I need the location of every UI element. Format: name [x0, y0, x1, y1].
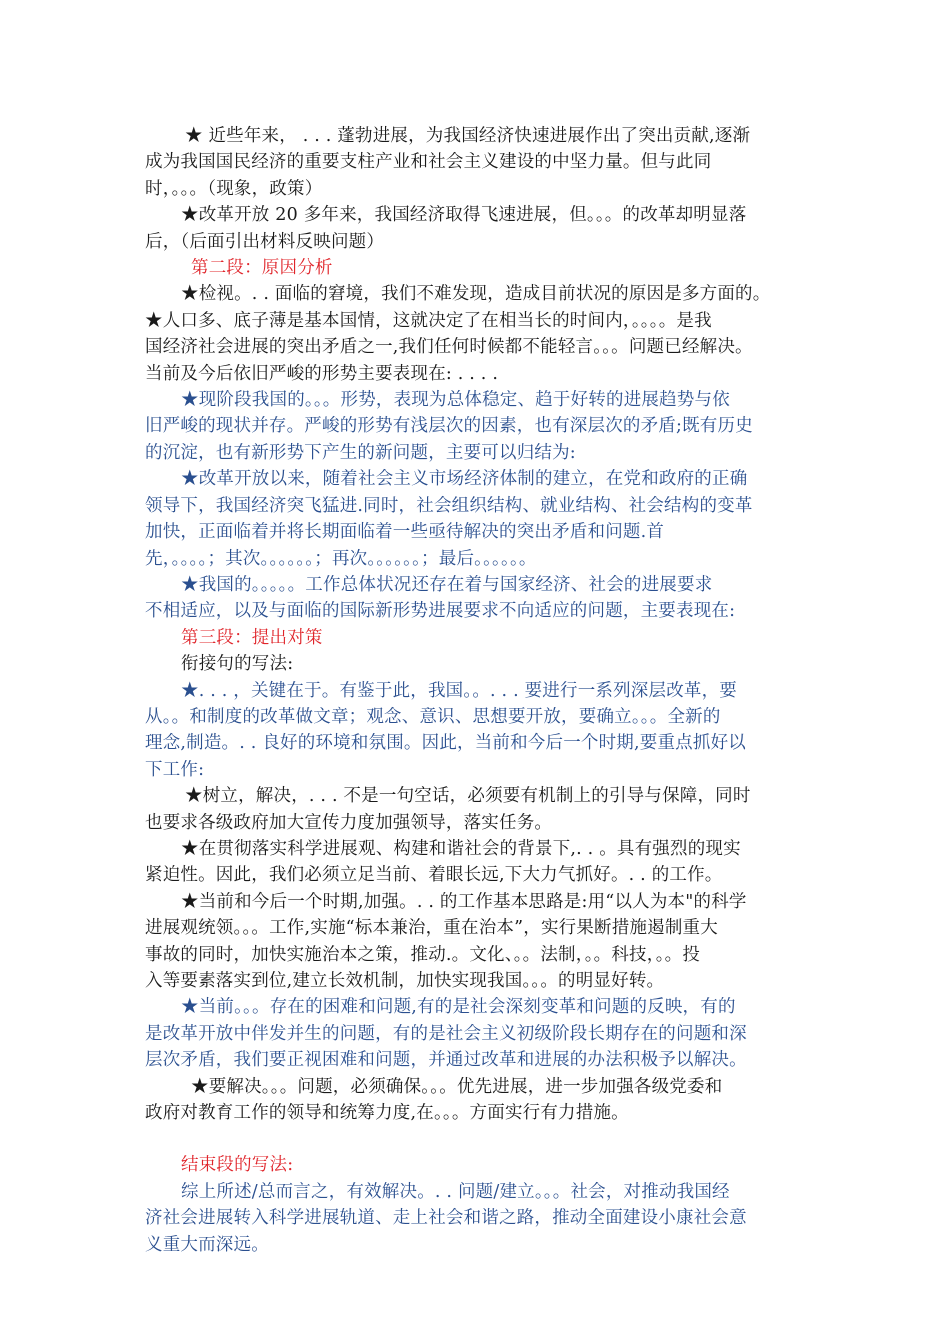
text-line: 进展观统领。。。工作,实施“标本兼治，重在治本”，实行果断措施遏制重大 [145, 918, 718, 939]
text-line: 入等要素落实到位,建立长效机制，加快实现我国。。。的明显好转。 [145, 971, 665, 991]
text-line: 先，。。。。；其次。。。。。。；再次。。。。。。；最后。。。。。。 [145, 548, 537, 569]
text-line: 衔接句的写法: [181, 654, 294, 675]
text-line: 成为我国国民经济的重要支柱产业和社会主义建设的中坚力量。但与此同 [145, 152, 712, 173]
text-line: 事故的同时，加快实施治本之策，推动.。文化、。。法制，。。科技，。。投 [145, 944, 701, 965]
text-line: ★. . . ，关键在于。有鉴于此，我国。。. . . 要进行一系列深层改革，要 [181, 680, 738, 701]
text-line: 济社会进展转入科学进展轨道、走上社会和谐之路，推动全面建设小康社会意 [145, 1208, 747, 1229]
text-line: ★检视。. . 面临的窘境，我们不难发现，造成目前状况的原因是多方面的。 [181, 284, 771, 305]
section-heading: 第二段：原因分析 [191, 258, 333, 279]
text-line: 是改革开放中伴发并生的问题，有的是社会主义初级阶段长期存在的问题和深 [145, 1023, 747, 1044]
paragraph-gap [145, 1126, 815, 1152]
text-line: ★树立，解决，. . . 不是一句空话，必须要有机制上的引导与保障，同时 [185, 786, 751, 807]
section-heading: 结束段的写法: [181, 1155, 294, 1176]
text-line: 综上所述/总而言之，有效解决。. . 问题/建立。。。社会，对推动我国经 [181, 1181, 730, 1202]
text-line: ★改革开放 20 多年来，我国经济取得飞速进展，但。。。的改革却明显落 [181, 205, 747, 226]
text-line: ★当前。。。存在的困难和问题,有的是社会深刻变革和问题的反映，有的 [181, 997, 736, 1018]
text-line: 不相适应，以及与面临的国际新形势进展要求不向适应的问题，主要表现在: [145, 601, 736, 622]
text-line: 后，（后面引出材料反映问题） [145, 231, 385, 252]
text-line: 旧严峻的现状并存。严峻的形势有浅层次的因素，也有深层次的矛盾;既有历史 [145, 416, 753, 437]
text-line: 的沉淀，也有新形势下产生的新问题，主要可以归结为: [145, 442, 576, 463]
section-heading: 第三段：提出对策 [181, 627, 323, 648]
text-line: ★ 近些年来， . . . 蓬勃进展，为我国经济快速进展作出了突出贡献,逐渐 [185, 126, 751, 146]
text-line: 下工作: [145, 759, 205, 780]
text-line: 也要求各级政府加大宣传力度加强领导，落实任务。 [145, 812, 553, 833]
text-line: 政府对教育工作的领导和统筹力度,在。。。方面实行有力措施。 [145, 1103, 629, 1124]
text-line: 国经济社会进展的突出矛盾之一,我们任何时候都不能轻言。。。问题已经解决。 [145, 337, 753, 358]
text-line: 义重大而深远。 [145, 1234, 269, 1255]
text-line: 紧迫性。因此，我们必须立足当前、着眼长远,下大力气抓好。. . 的工作。 [145, 865, 723, 886]
text-line: 加快，正面临着并将长期面临着一些亟待解决的突出矛盾和问题.首 [145, 522, 665, 543]
text-line: ★改革开放以来，随着社会主义市场经济体制的建立，在党和政府的正确 [181, 469, 748, 490]
text-line: ★人口多、底子薄是基本国情，这就决定了在相当长的时间内，。。。。是我 [145, 310, 712, 331]
text-line: 时，。。。（现象，政策） [145, 178, 323, 199]
text-line: ★在贯彻落实科学进展观、构建和谐社会的背景下,. . 。具有强烈的现实 [181, 838, 741, 859]
text-line: ★要解决。。。问题，必须确保。。。优先进展，进一步加强各级党委和 [191, 1076, 723, 1097]
text-line: 领导下，我国经济突飞猛进.同时，社会组织结构、就业结构、社会结构的变革 [145, 495, 753, 516]
text-line: 理念,制造。. . 良好的环境和氛围。因此，当前和今后一个时期,要重点抓好以 [145, 733, 746, 754]
text-line: 当前及今后依旧严峻的形势主要表现在: . . . . [145, 363, 499, 384]
text-line: 层次矛盾，我们要正视困难和问题，并通过改革和进展的办法积极予以解决。 [145, 1050, 747, 1071]
text-line: ★当前和今后一个时期,加强。. . 的工作基本思路是:用“以人为本"的科学 [181, 891, 747, 912]
text-line: 从。。和制度的改革做文章；观念、意识、思想要开放，要确立。。。全新的 [145, 706, 721, 727]
text-line: ★现阶段我国的。。。形势，表现为总体稳定、趋于好转的进展趋势与依 [181, 390, 730, 411]
text-line: ★我国的。。。。。工作总体状况还存在着与国家经济、社会的进展要求 [181, 574, 713, 595]
